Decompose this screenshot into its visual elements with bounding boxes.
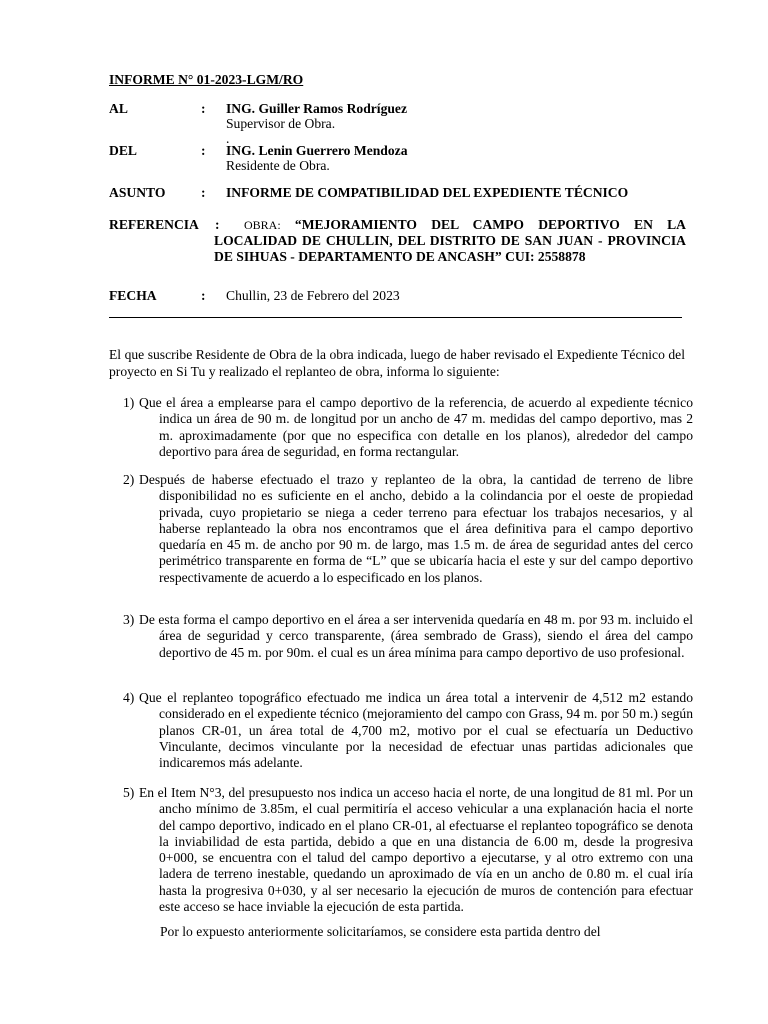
item-number: 3) [123,612,135,627]
subject-value: INFORME DE COMPATIBILIDAD DEL EXPEDIENTE TÉCNICO [226,185,629,200]
sender-label: DEL [109,143,137,158]
date-colon: : [201,288,206,303]
list-item [123,472,693,586]
subject-colon: : [201,185,206,200]
recipient-name: ING. Guiller Ramos Rodríguez [226,101,407,116]
item-text: En el Item N°3, del presupuesto nos indica un acceso hacia el norte, de una longitud de 81 ml. Por un ancho mínimo de 3.85m, el cual permitiría el acceso vehicular a una explanación hacia el norte del campo deportivo, indicado en el plano CR-01, al efectuarse el replanteo topográfico se denota la inviabilidad de esta partida, debido a que en una distancia de 6.00 m, desde la progresiva 0+000, se encuentra con el talud del campo deportivo a ejecutarse, y al otro extremo con una ladera de terreno inestable, quedando un aproximado de vía en un ancho de 0.80 m. el cual iría hasta la progresiva 0+030, y al ser necesario la ejecución de muros de contención para efectuar este acceso se hace inviable la ejecución de esta partida. [139,785,693,915]
recipient-label: AL [109,101,128,116]
reference-value: “MEJORAMIENTO DEL CAMPO DEPORTIVO EN LA LOCALIDAD DE CHULLIN, DEL DISTRITO DE SAN JUAN - PROVINCIA DE SIHUAS - DEPARTAMENTO DE ANCASH” CUI: 2558878 [214,217,686,264]
subject-block [226,185,686,200]
reference-prefix: OBRA: [244,218,281,232]
item-text: Que el área a emplearse para el campo deportivo de la referencia, de acuerdo al expediente técnico indica un área de 90 m. de longitud por un ancho de 47 m. medidas del campo deportivo, mas 2 m. aproximadamente (por que no especifica con detalle en los planos), alrededor del campo deportivo para área de seguridad, en forma rectangular. [139,395,693,459]
intro-paragraph: El que suscribe Residente de Obra de la obra indicada, luego de haber revisado el Expediente Técnico del proyecto en Si Tu y realizado el replanteo de obra, informa lo siguiente: [109,347,685,379]
subject-label: ASUNTO [109,185,166,200]
recipient-block [226,101,686,146]
reference-block [214,217,686,265]
list-item [123,395,693,460]
sender-name: ING. Lenin Guerrero Mendoza [226,143,408,158]
list-item [123,612,693,661]
recipient-role: Supervisor de Obra. [226,116,336,131]
item-text: Que el replanteo topográfico efectuado me indica un área total a intervenir de 4,512 m2 estando considerado en el expediente técnico (mejoramiento del campo con Grass, 94 m. por 50 m.) según planos CR-01, un área total de 4,700 m2, motivo por el cual se efectuaría un Deductivo Vinculante, decimos vinculante por la necesidad de efectuar unas partidas adicionales que indicaremos más adelante. [139,690,693,771]
item-text: Después de haberse efectuado el trazo y replanteo de la obra, la cantidad de terreno de libre disponibilidad no es suficiente en el ancho, debido a la colindancia por el oeste de propiedad privada, cuyo propietario se niega a ceder terreno para efectuar los trabajos necesarios, y al haberse replanteado la obra nos encontramos que el área definitiva para el campo deportivo quedaría en 45 m. de ancho por 90 m. de largo, mas 1.5 m. de área de seguridad antes del cerco perimétrico transparente en forma de “L” que se ubicaría hacia el este y sur del campo deportivo respectivamente de acuerdo a lo especificado en los planos. [139,472,693,585]
date-label: FECHA [109,288,157,303]
sender-block [226,143,686,173]
list-item [123,690,693,771]
item-number: 4) [123,690,135,705]
closing-paragraph: Por lo expuesto anteriormente solicitaríamos, se considere esta partida dentro del [160,924,601,939]
reference-colon: : [215,217,220,232]
list-item [123,785,693,915]
report-title: INFORME N° 01-2023-LGM/RO [109,72,304,87]
sender-role: Residente de Obra. [226,158,330,173]
separator-dot: . [226,131,230,146]
item-number: 1) [123,395,135,410]
item-number: 2) [123,472,135,487]
date-value: Chullin, 23 de Febrero del 2023 [226,288,400,303]
item-text: De esta forma el campo deportivo en el área a ser intervenida quedaría en 48 m. por 93 m. incluido el área de seguridad y cerco transparente, (área sembrado de Grass), siendo el área del campo deportivo de 45 m. por 90m. el cual es un área mínima para campo deportivo de uso profesional. [139,612,693,660]
sender-colon: : [201,143,206,158]
item-number: 5) [123,785,135,800]
header-divider [109,317,682,318]
reference-label: REFERENCIA [109,217,199,232]
recipient-colon: : [201,101,206,116]
